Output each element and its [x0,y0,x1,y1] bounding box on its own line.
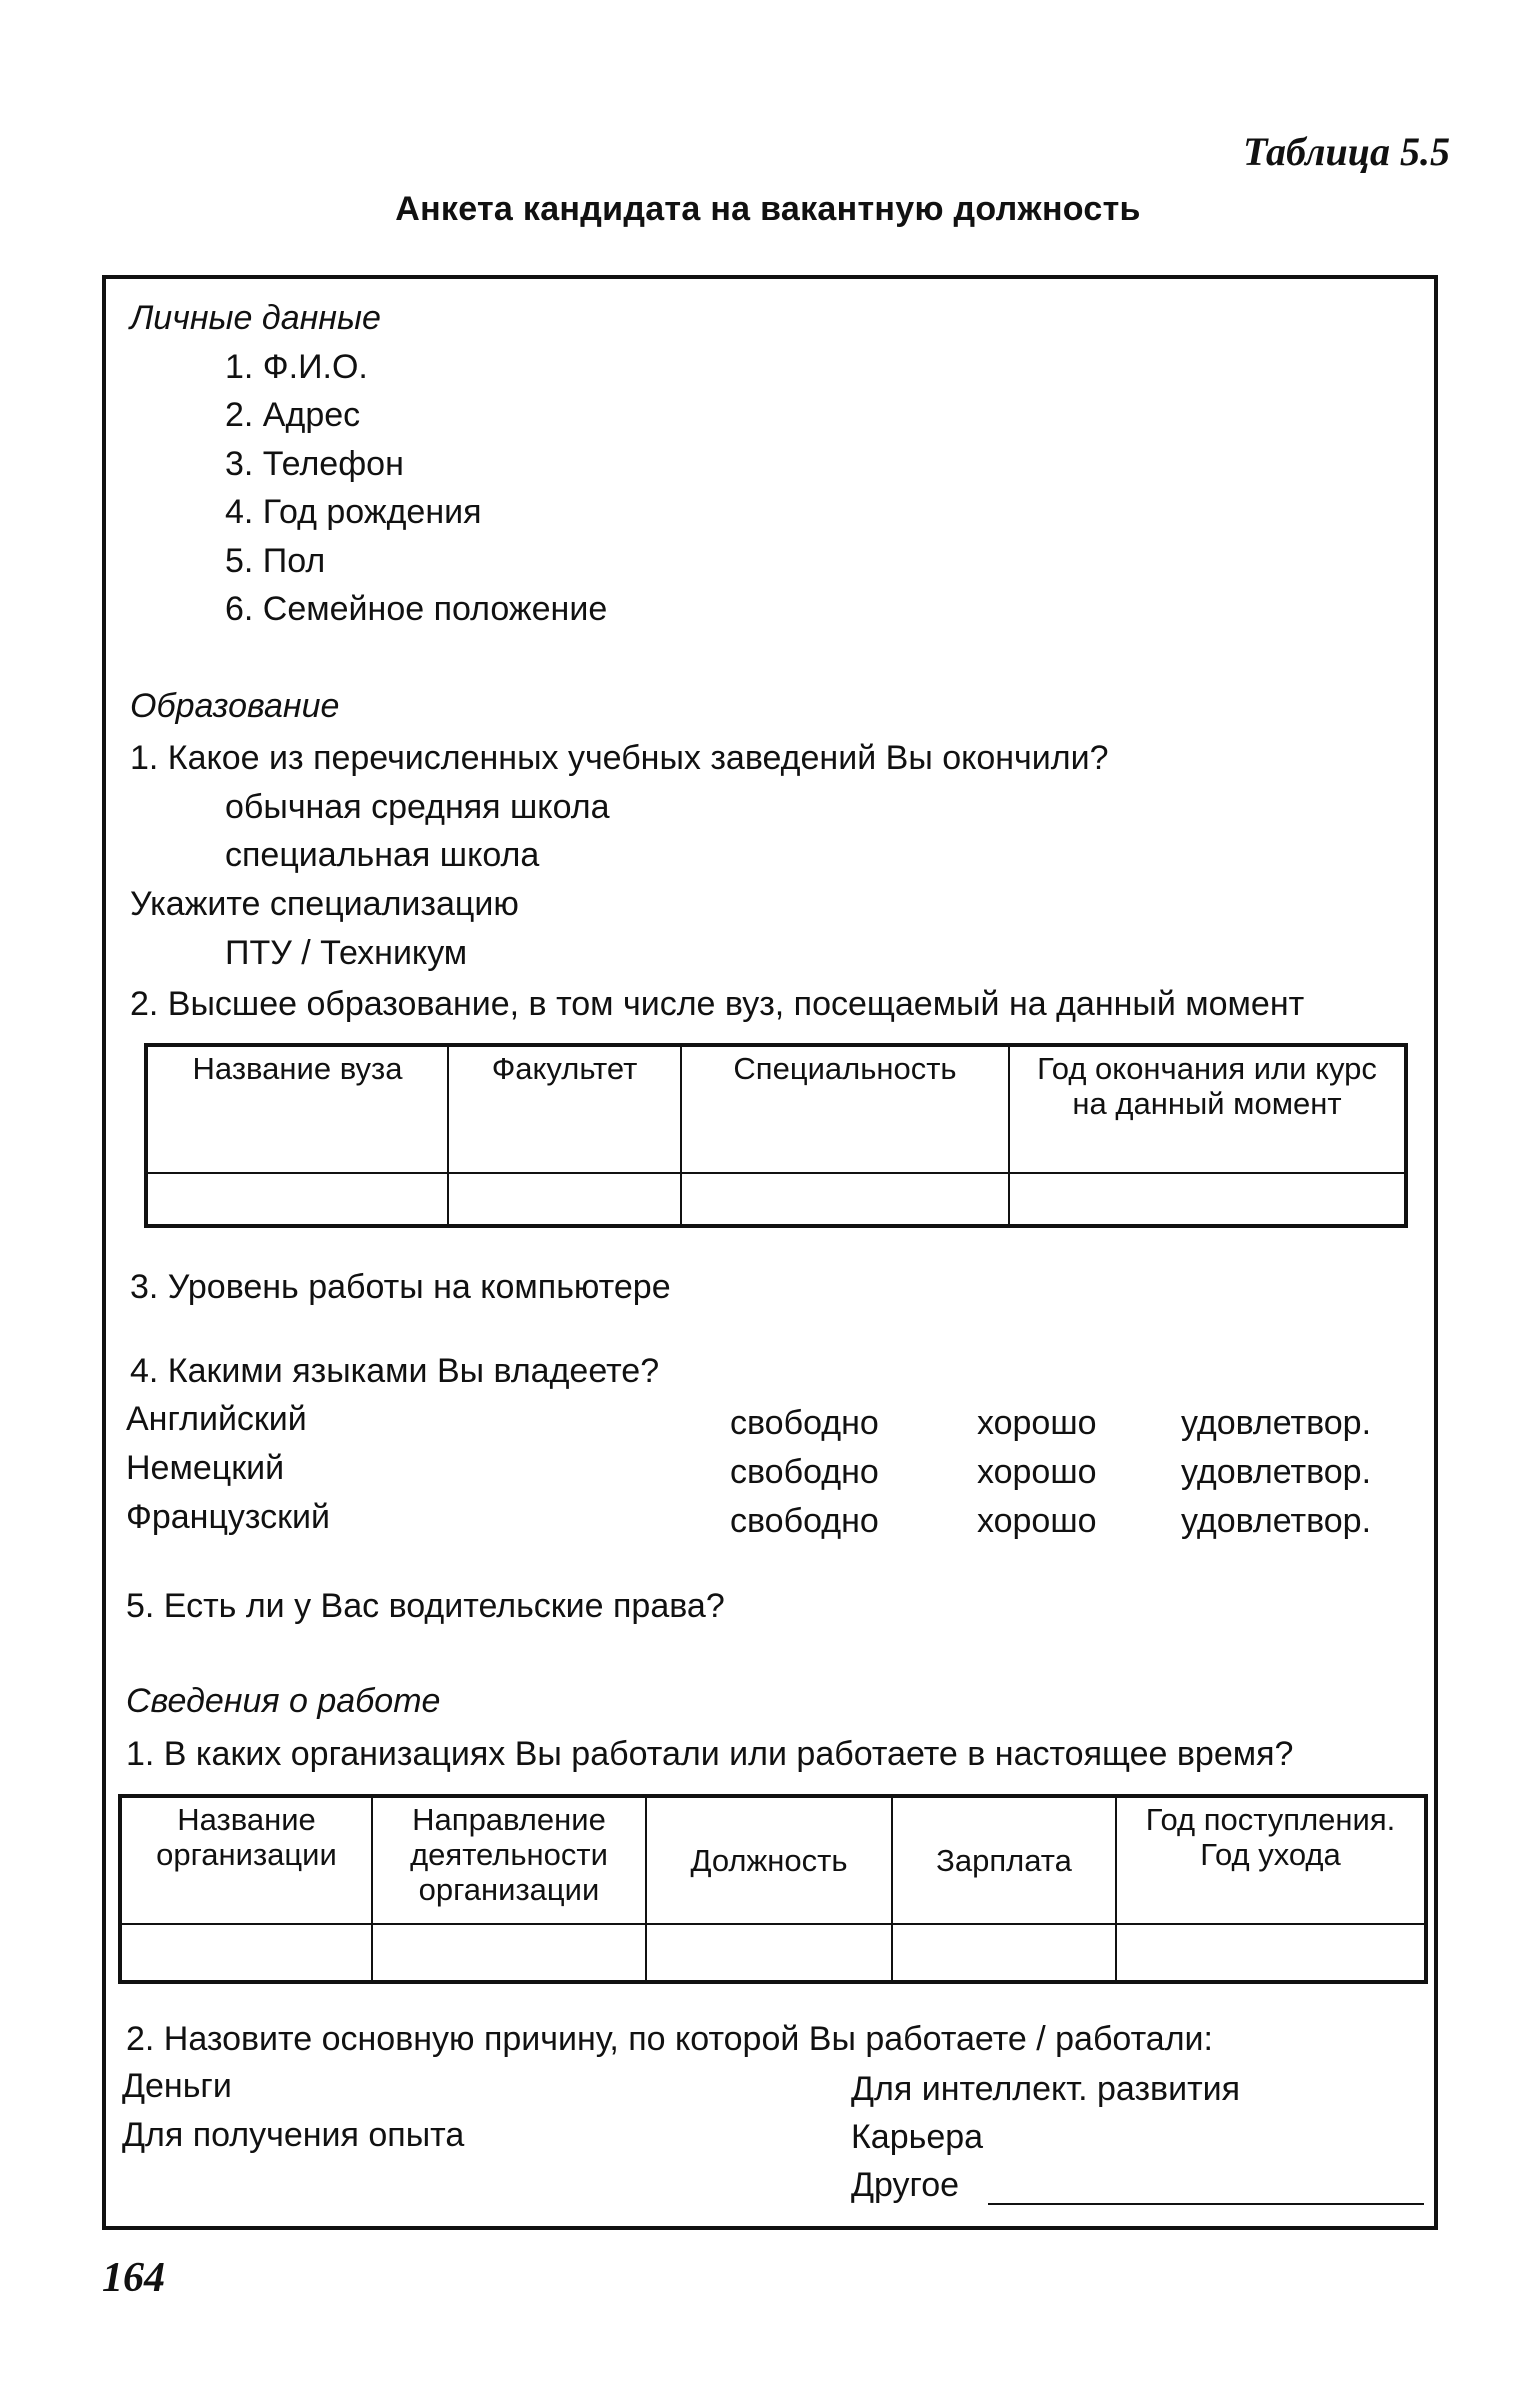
work-question-1: 1. В каких организациях Вы работали или работаете в настоящее время? [126,1735,1294,1773]
reason-option: Карьера [851,2118,984,2156]
education-option: специальная школа [225,836,540,874]
personal-item: 1. Ф.И.О. [225,348,368,386]
specialization-prompt: Укажите специализацию [130,885,519,923]
table-header-cell: Факультет [448,1045,681,1173]
education-question-3: 3. Уровень работы на компьютере [130,1268,671,1306]
table-header-cell: Зарплата [892,1796,1116,1924]
language-level: удовлетвор. [1181,1453,1372,1491]
other-reason-line [988,2203,1424,2205]
table-blank-cell [448,1173,681,1226]
table-label: Таблица 5.5 [1243,129,1450,174]
work-history-table [118,1794,1428,1984]
table-blank-cell [372,1924,646,1982]
language-level: хорошо [977,1404,1097,1442]
table-header-cell: Название вуза [146,1045,448,1173]
language-name: Французский [126,1498,330,1536]
work-question-2: 2. Назовите основную причину, по которой Вы работаете / работали: [126,2020,1213,2058]
language-name: Немецкий [126,1449,285,1487]
education-question-2: 2. Высшее образование, в том числе вуз, посещаемый на данный момент [130,985,1305,1023]
reason-option: Другое [851,2166,960,2204]
table-header-cell: Год окончания или курс на данный момент [1009,1045,1406,1173]
form-title: Анкета кандидата на вакантную должность [395,190,1141,228]
table-header-cell: Специальность [681,1045,1009,1173]
table-header-cell: Название организации [120,1796,372,1924]
table-blank-cell [146,1173,448,1226]
table-blank-cell [1009,1173,1406,1226]
table-blank-cell [892,1924,1116,1982]
table-blank-cell [1116,1924,1426,1982]
section-education-heading: Образование [130,687,340,725]
table-blank-cell [681,1173,1009,1226]
education-option: ПТУ / Техникум [225,934,468,972]
language-level: удовлетвор. [1181,1502,1372,1540]
page-number: 164 [102,2255,165,2301]
language-level: удовлетвор. [1181,1404,1372,1442]
personal-item: 2. Адрес [225,396,361,434]
education-question-1: 1. Какое из перечисленных учебных заведений Вы окончили? [130,739,1109,777]
personal-item: 4. Год рождения [225,493,482,531]
section-work-heading: Сведения о работе [126,1682,441,1720]
personal-item: 3. Телефон [225,445,404,483]
language-level: свободно [730,1404,879,1442]
language-name: Английский [126,1400,307,1438]
table-blank-cell [120,1924,372,1982]
table-blank-cell [646,1924,892,1982]
reason-option: Для интеллект. развития [851,2070,1241,2108]
section-personal-heading: Личные данные [130,299,381,337]
reason-option: Деньги [122,2067,232,2105]
higher-education-table [144,1043,1408,1228]
table-header-cell: Должность [646,1796,892,1924]
personal-item: 6. Семейное положение [225,590,608,628]
language-level: свободно [730,1453,879,1491]
table-header-cell: Направление деятельности организации [372,1796,646,1924]
language-level: хорошо [977,1502,1097,1540]
language-level: хорошо [977,1453,1097,1491]
table-header-cell: Год поступления. Год ухода [1116,1796,1426,1924]
education-option: обычная средняя школа [225,788,610,826]
personal-item: 5. Пол [225,542,326,580]
language-level: свободно [730,1502,879,1540]
reason-option: Для получения опыта [122,2116,465,2154]
education-question-4: 4. Какими языками Вы владеете? [130,1352,660,1390]
education-question-5: 5. Есть ли у Вас водительские права? [126,1587,725,1625]
